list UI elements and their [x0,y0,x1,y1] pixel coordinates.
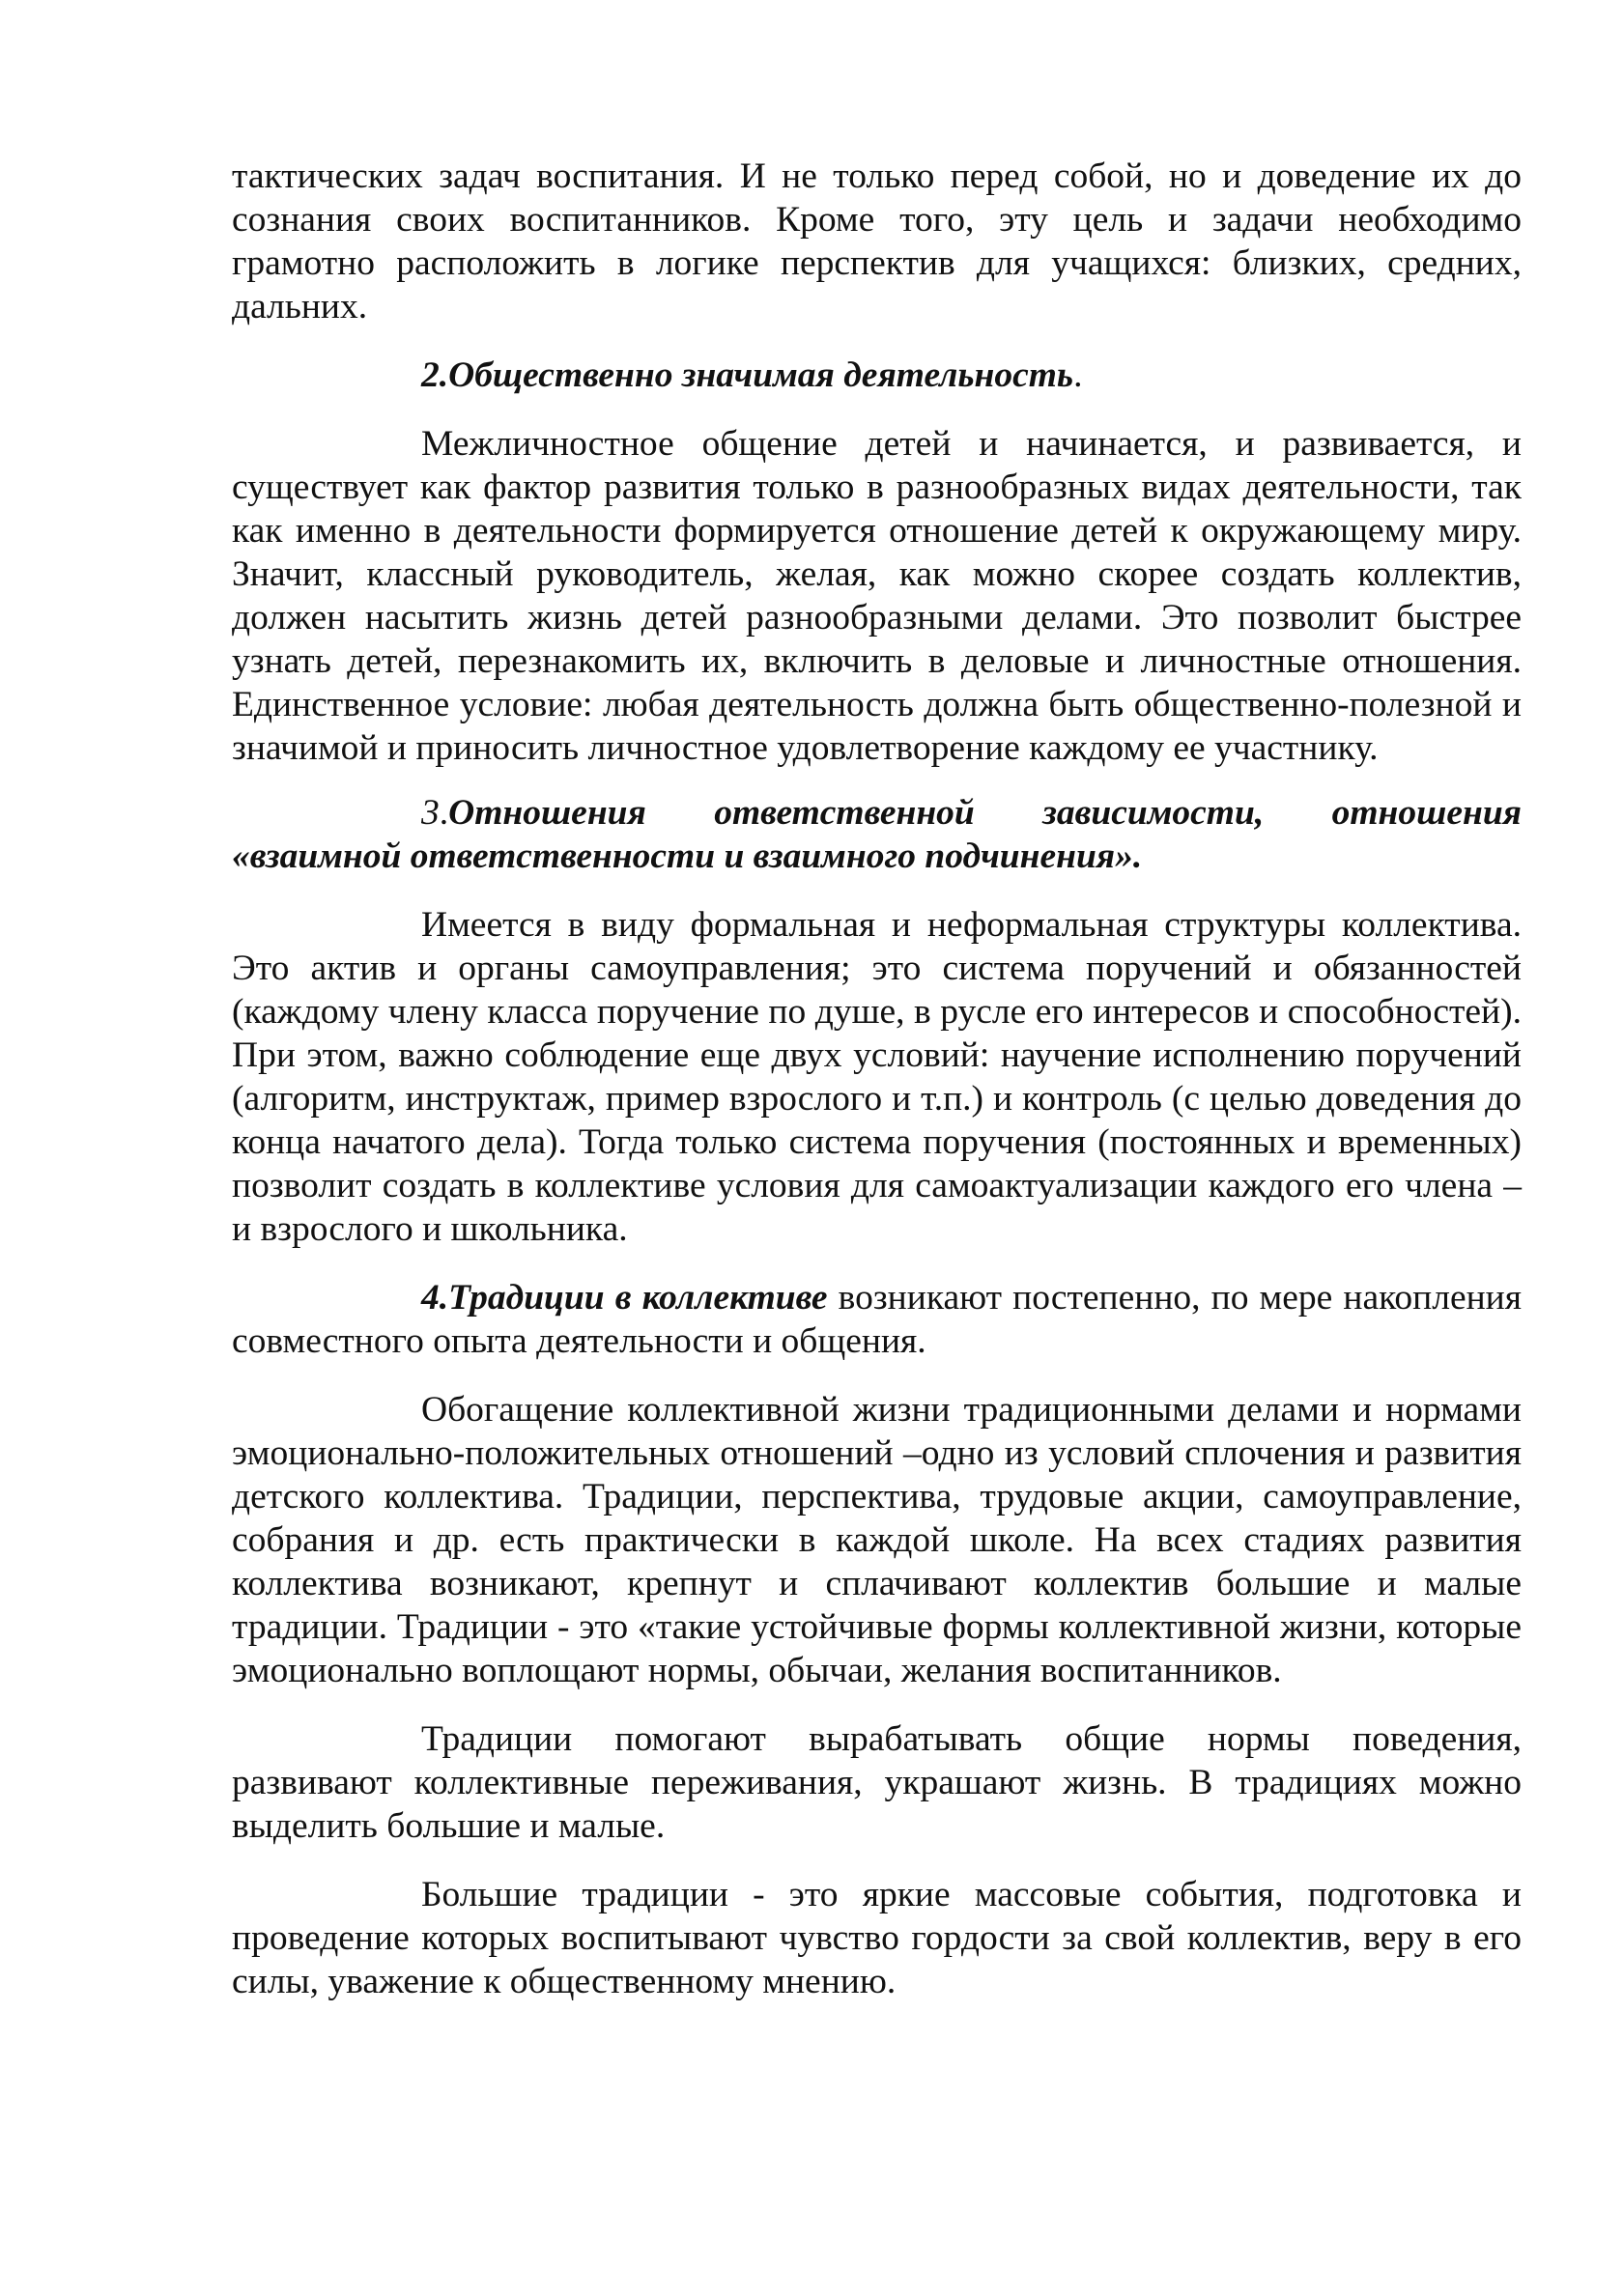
section-4-paragraph-3: Большие традиции - это яркие массовые события, подготовка и проведение которых воспитывают чувство гордости за свой коллектив, веру в его силы, уважение к общественному мнению. [232,1875,1522,2001]
section-4-paragraph-2: Традиции помогают вырабатывать общие нормы поведения, развивают коллективные переживания, украшают жизнь. В традициях можно выделить большие и малые. [232,1719,1522,1846]
section-2-heading [232,354,1522,397]
section-2-paragraph: Межличностное общение детей и начинается, и развивается, и существует как фактор развития только в разнообразных видах деятельности, так как именно в деятельности формируется отношение детей к окружающему миру. Значит, классный руководитель, желая, как можно скорее создать коллектив, должен насытить жизнь детей разнообразными делами. Это позволит быстрее узнать детей, перезнакомить их, включить в деловые и личностные отношения. Единственное условие: любая деятельность должна быть общественно-полезной и значимой и приносить личностное удовлетворение каждому ее участнику. [232,424,1522,768]
section-4-heading-rest: возникают постепенно, по мере накопления совместного опыта деятельности и общения. [232,1278,1522,1361]
section-3-heading [232,791,1522,878]
section-4-heading [232,1276,1522,1363]
section-3-dot: . [439,793,449,833]
section-3-number: 3 [421,793,440,833]
section-3-heading-text: Отношения ответственной зависимости, отношения «взаимной ответственности и взаимного подчинения». [232,793,1522,876]
section-4-paragraph-1: Обогащение коллективной жизни традиционными делами и нормами эмоционально-положительных отношений –одно из условий сплочения и развития детского коллектива. Традиции, перспектива, трудовые акции, самоуправление, собрания и др. есть практически в каждой школе. На всех стадиях развития коллектива возникают, крепнут и сплачивают коллектив большие и малые традиции. Традиции - это «такие устойчивые формы коллективной жизни, которые эмоционально воплощают нормы, обычаи, желания воспитанников. [232,1390,1522,1690]
section-2-heading-end: . [1073,355,1083,395]
section-4-heading-text: 4.Традиции в коллективе [421,1278,828,1318]
section-3-paragraph: Имеется в виду формальная и неформальная структуры коллектива. Это актив и органы самоуправления; это система поручений и обязанностей (каждому члену класса поручение по душе, в русле его интересов и способностей). При этом, важно соблюдение еще двух условий: научение исполнению поручений (алгоритм, инструктаж, пример взрослого и т.п.) и контроль (с целью доведения до конца начатого дела). Тогда только система поручения (постоянных и временных) позволит создать в коллективе условия для самоактуализации каждого его члена – и взрослого и школьника. [232,905,1522,1249]
document-page [232,155,1522,2003]
intro-paragraph: тактических задач воспитания. И не только перед собой, но и доведение их до сознания своих воспитанников. Кроме того, эту цель и задачи необходимо грамотно расположить в логике перспектив для учащихся: близких, средних, дальних. [232,156,1522,326]
section-2-heading-text: 2.Общественно значимая деятельность [421,355,1074,395]
